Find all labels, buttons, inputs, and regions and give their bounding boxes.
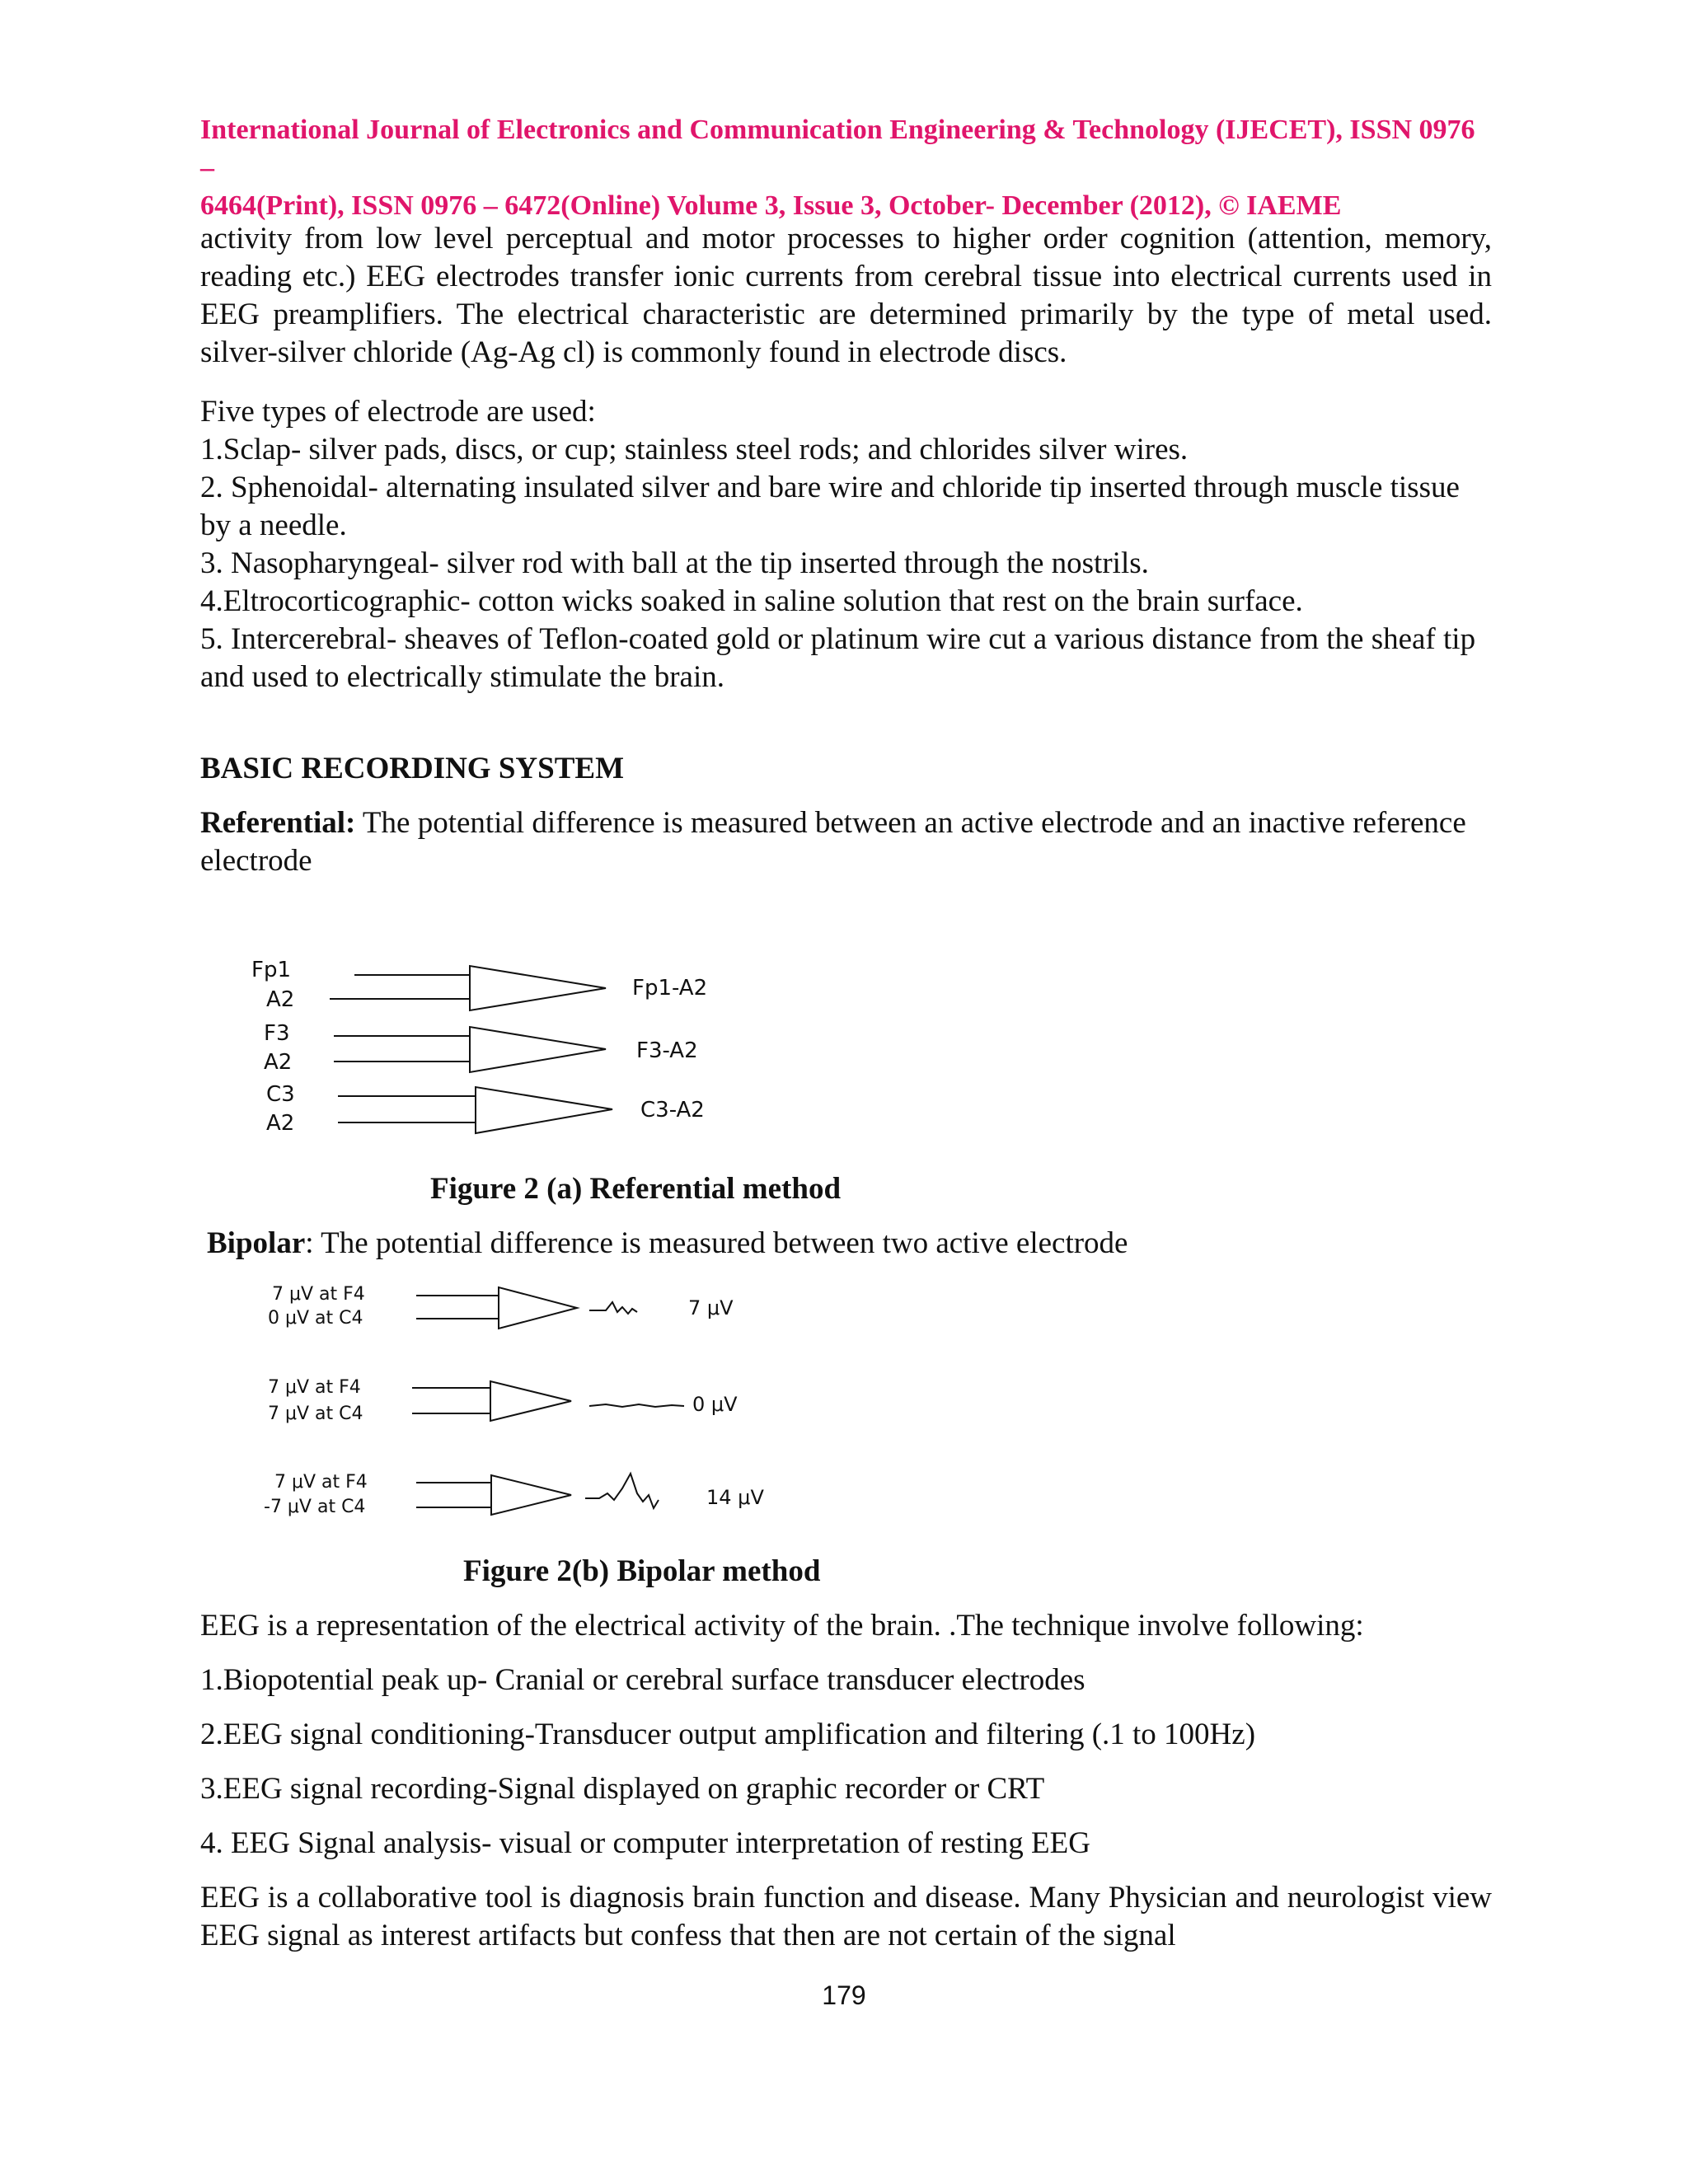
bipolar-term: Bipolar xyxy=(207,1226,306,1260)
section-heading: BASIC RECORDING SYSTEM xyxy=(200,752,624,785)
bipolar-method-diagram xyxy=(260,1277,804,1525)
intro-paragraph: activity from low level perceptual and motor processes to higher order cognition (attention, memory, reading etc.) EEG electrodes transfer ionic currents from cerebral tissue into electrical currents used in EEG preamplifiers. The electrical characteristic are determined primarily by the type of metal used. silver-silver chloride (Ag-Ag cl) is commonly found in electrode discs. xyxy=(200,222,1492,369)
output-label: C3-A2 xyxy=(640,1098,705,1122)
list-item: 5. Intercerebral- sheaves of Teflon-coated gold or platinum wire cut a various distance from the sheaf tip and used to electrically stimulate the brain. xyxy=(200,622,1476,694)
output-waveform xyxy=(589,1302,637,1314)
amplifier-triangle xyxy=(470,966,606,1010)
output-waveform xyxy=(585,1474,659,1508)
list-item: 4. EEG Signal analysis- visual or computer interpretation of resting EEG xyxy=(200,1826,1090,1860)
input-label: A2 xyxy=(266,1111,295,1136)
list-item: 3. Nasopharyngeal- silver rod with ball at the tip inserted through the nostrils. xyxy=(200,546,1149,580)
input-label: 7 μV at C4 xyxy=(268,1404,363,1424)
closing-paragraph: EEG is a collaborative tool is diagnosis brain function and disease. Many Physician and neurologist view EEG signal as interest artifacts but confess that then are not certain of the signal xyxy=(200,1881,1492,1952)
output-label: 14 μV xyxy=(706,1486,764,1509)
input-label: A2 xyxy=(264,1050,293,1075)
list-item: 3.EEG signal recording-Signal displayed on graphic recorder or CRT xyxy=(200,1772,1045,1806)
referential-term: Referential: xyxy=(200,806,356,840)
input-label: 7 μV at F4 xyxy=(274,1472,368,1493)
list-item: 1.Sclap- silver pads, discs, or cup; stainless steel rods; and chlorides silver wires. xyxy=(200,433,1189,466)
output-label: Fp1-A2 xyxy=(632,976,708,1001)
input-label: Fp1 xyxy=(251,958,292,982)
output-waveform xyxy=(589,1404,684,1407)
figure-2b-caption: Figure 2(b) Bipolar method xyxy=(463,1554,821,1588)
output-label: F3-A2 xyxy=(636,1038,698,1063)
amplifier-triangle xyxy=(490,1381,571,1421)
output-label: 7 μV xyxy=(688,1296,734,1319)
input-label: 7 μV at F4 xyxy=(268,1377,361,1398)
referential-method-diagram xyxy=(243,948,787,1146)
amplifier-triangle xyxy=(499,1287,577,1329)
journal-header xyxy=(200,111,1494,225)
journal-header-line-1: International Journal of Electronics and Communication Engineering & Technology (IJECET), ISSN 0976 – xyxy=(200,115,1475,183)
input-label: 7 μV at F4 xyxy=(272,1284,365,1305)
input-label: F3 xyxy=(264,1021,290,1046)
list-item: 1.Biopotential peak up- Cranial or cerebral surface transducer electrodes xyxy=(200,1663,1085,1697)
figure-2a-caption: Figure 2 (a) Referential method xyxy=(430,1172,842,1206)
amplifier-triangle xyxy=(470,1027,606,1072)
output-label: 0 μV xyxy=(692,1393,738,1416)
bipolar-text: : The potential difference is measured between two active electrode xyxy=(305,1226,1128,1260)
input-label: -7 μV at C4 xyxy=(264,1497,366,1517)
electrode-types-list xyxy=(200,393,1492,696)
list-item: 4.Eltrocorticographic- cotton wicks soaked in saline solution that rest on the brain surface. xyxy=(200,584,1303,618)
electrode-types-intro: Five types of electrode are used: xyxy=(200,395,596,429)
amplifier-triangle xyxy=(476,1087,612,1133)
page-number: 179 xyxy=(822,1980,866,2010)
input-label: C3 xyxy=(266,1082,295,1107)
bipolar-paragraph xyxy=(207,1225,1498,1263)
list-item: 2. Sphenoidal- alternating insulated silver and bare wire and chloride tip inserted through muscle tissue by a needle. xyxy=(200,471,1460,542)
journal-header-line-2: 6464(Print), ISSN 0976 – 6472(Online) Volume 3, Issue 3, October- December (2012), © IAEME xyxy=(200,190,1342,221)
input-label: 0 μV at C4 xyxy=(268,1308,363,1329)
list-item: 2.EEG signal conditioning-Transducer output amplification and filtering (.1 to 100Hz) xyxy=(200,1718,1256,1751)
amplifier-triangle xyxy=(491,1475,571,1515)
technique-intro: EEG is a representation of the electrical activity of the brain. .The technique involve following: xyxy=(200,1609,1364,1643)
referential-paragraph xyxy=(200,804,1492,880)
referential-text: The potential difference is measured between an active electrode and an inactive reference electrode xyxy=(200,806,1466,878)
input-label: A2 xyxy=(266,987,295,1012)
